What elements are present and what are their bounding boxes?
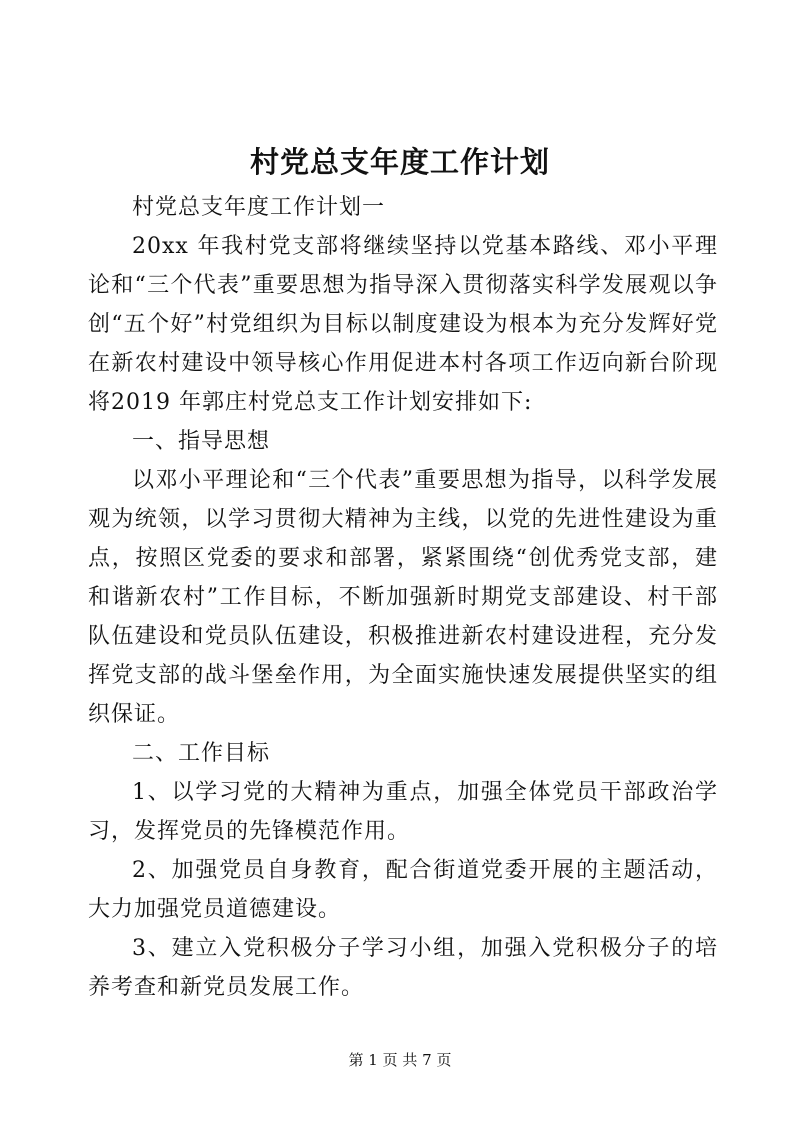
document-title: 村党总支年度工作计划 xyxy=(249,145,550,179)
paragraph-goal-1: 1、以学习党的大精神为重点，加强全体党员干部政治学习，发挥党员的先锋模范作用。 xyxy=(88,780,718,844)
page-number-footer: 第 1 页 共 7 页 xyxy=(348,1051,452,1069)
section-heading-guiding-ideology: 一、指导思想 xyxy=(132,429,271,454)
section-heading-work-goals: 二、工作目标 xyxy=(132,741,271,766)
paragraph-guiding-ideology: 以邓小平理论和“三个代表”重要思想为指导，以科学发展观为统领，以学习贯彻大精神为主线，以党的先进性建设为重点，按照区党委的要求和部署，紧紧围绕“创优秀党支部，建和谐新农村”工作目标，不断加强新时期党支部建设、村干部队伍建设和党员队伍建设，积极推进新农村建设进程，充分发挥党支部的战斗堡垒作用，为全面实施快速发展提供坚实的组织保证。 xyxy=(88,468,718,727)
paragraph-subtitle: 村党总支年度工作计划一 xyxy=(132,195,386,220)
paragraph-goal-3: 3、建立入党积极分子学习小组，加强入党积极分子的培养考查和新党员发展工作。 xyxy=(88,936,718,1000)
paragraph-intro: 20xx 年我村党支部将继续坚持以党基本路线、邓小平理论和“三个代表”重要思想为指导深入贯彻落实科学发展观以争创“五个好”村党组织为目标以制度建设为根本为充分发辉好党在新农村建设中领导核心作用促进本村各项工作迈向新台阶现将2019 年郭庄村党总支工作计划安排如下: xyxy=(88,234,718,415)
paragraph-goal-2: 2、加强党员自身教育，配合街道党委开展的主题活动，大力加强党员道德建设。 xyxy=(88,858,718,922)
document-body xyxy=(88,188,718,1007)
